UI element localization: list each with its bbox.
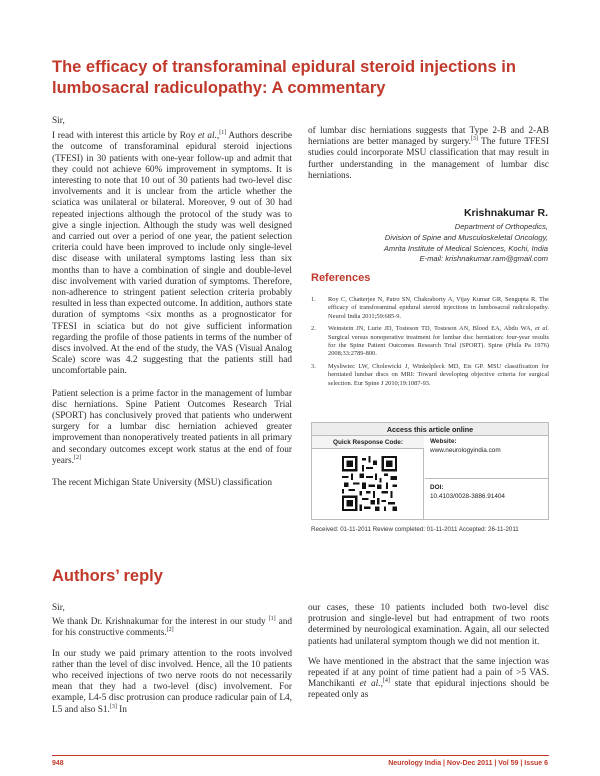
citation[interactable]: [4] [382, 678, 390, 685]
article-link-panel [425, 436, 548, 520]
letter-salutation: Sir, [52, 116, 65, 126]
journal-footer: Neurology India | Nov-Dec 2011 | Vol 59 | Issue 6 [388, 760, 548, 767]
citation[interactable]: [1] [268, 616, 276, 623]
letter-paragraph-1: I read with interest this article by Roy et al.,[1] Authors describe the outcome of transforaminal epidural steroid injections (TFESI) in 30 patients with one-year follow-up and admit that they could not achieve 60% improvement in symptoms. It is interesting to note that 10 out of 30 patients had two-level disc involvements and it is unclear from the article whether the sciatica was unilateral or bilateral. Moreover, 9 out of 30 had repeated injections although the protocol of the study was to give a single injection. Although the study was well designed and carried out over a period of one year, the patient selection criteria could have been improved to include only single-level disc disease with unilateral symptoms lasting less than six months than to have a combination of single and double-level disc involvement with varied duration of symptoms. Therefore, non-adherence to stringent patient selection criteria probably resulted in less than expected outcome. In addition, authors state duration of symptoms <six months as a prognosticator for TFESI in sciatica but do not give sufficient information regarding the profile of those patients in terms of the number of discs involved. At the end of the study, the VAS (Visual Analog Scale) score was 4.2 suggesting that the patients still had uncomfortable pain. [52, 130, 293, 377]
reply-paragraph-1: We thank Dr. Krishnakumar for the interest in our study [1] and for his constructive comments.[2] [52, 616, 292, 639]
authors-reply-heading: Authors’ reply [52, 567, 163, 585]
affiliation-dept: Department of Orthopedics, [454, 222, 548, 231]
letter-right-column [308, 126, 549, 182]
citation[interactable]: [3] [470, 136, 478, 143]
citation[interactable]: [1] [219, 130, 227, 137]
reference-item[interactable]: 3. Mysliwiec LW, Cholewicki J, Winkelpleck MD, Eis GP. MSU classification for herniated lumbar discs on MRI: Toward developing objective criteria for surgical selection. Eur Spine J 2010;19:1087-93. [311, 362, 549, 387]
reply-right-paragraph-1: our cases, these 10 patients included both two-level disc protrusion and single-level but had entrapment of two roots determined by neurological examination. Again, all our selected patients had unilateral symptom though we did not mention it. [308, 603, 549, 647]
access-article-box [311, 422, 549, 520]
letter-paragraph-3-start: The recent Michigan State University (MSU) classification [52, 478, 272, 489]
letter-left-column [52, 116, 292, 489]
received-dates: Received: 01-11-2011 Review completed: 01-11-2011 Accepted: 26-11-2011 [311, 526, 519, 533]
article-title [52, 57, 552, 99]
doi-link[interactable]: 10.4103/0028-3886.91404 [430, 492, 505, 500]
page-number: 948 [52, 760, 64, 767]
article-title-line-1: The efficacy of transforaminal epidural steroid injections in [52, 58, 516, 76]
affiliation-institute: Amrita Institute of Medical Sciences, Kochi, India [383, 243, 548, 253]
reply-left-column [52, 603, 292, 716]
affiliation-division: Division of Spine and Musculoskeletal Oncology, [384, 232, 548, 242]
reply-salutation: Sir, [52, 603, 65, 613]
reply-right-column [308, 603, 549, 702]
author-name: Krishnakumar R. [463, 207, 548, 219]
reference-item[interactable]: 2. Weinstein JN, Lurie JD, Tosteson TD, Tosteson AN, Blood EA, Abdu WA, et al. Surgical versus nonoperative treatment for lumbar disc herniation: four-year results for the Spine Patient Outcomes Research Trial (SPORT). Spine (Phila Pa 1976) 2008;33:2789-800. [311, 325, 549, 358]
access-box-header: Access this article online [312, 423, 548, 436]
reply-right-paragraph-2: We have mentioned in the abstract that the same injection was repeated if at any point of time patient had a pain of >5 VAS. Manchikanti et al.,[4] state that epidural injections should be repeated only as [308, 656, 550, 701]
citation[interactable]: [2] [166, 627, 174, 634]
article-title-line-2: lumbosacral radiculopathy: A commentary [52, 79, 386, 97]
citation[interactable]: [3] [109, 703, 117, 710]
author-affiliation [298, 222, 548, 265]
references-list [311, 296, 549, 392]
reference-item[interactable]: 1. Roy C, Chatterjee N, Patro SN, Chakraborty A, Vijay Kumar GR, Sengupta R. The efficacy of transforaminal epidural steroid injections in lumbosacral radiculopathy. Neurol India 2011;59:685-9. [311, 296, 549, 320]
footer-rule [52, 755, 549, 756]
author-email[interactable]: E-mail: krishnakumar.ram@gmail.com [419, 254, 548, 264]
qr-panel [312, 436, 424, 520]
citation[interactable]: [2] [73, 454, 81, 461]
website-link[interactable]: www.neurologyindia.com [430, 446, 501, 454]
qr-label: Quick Response Code: [312, 436, 424, 449]
references-heading: References [311, 272, 371, 284]
qr-code-icon[interactable] [342, 456, 397, 511]
letter-paragraph-2: Patient selection is a prime factor in the management of lumbar disc herniations. Spine Patient Outcomes Research Trial (SPORT) has conclusively proved that patients who underwent surgery for a lumbar disc herniation achieved greater improvement than nonoperatively treated patients in all primary and secondary outcomes except work status at the end of four years.[2] [52, 388, 292, 466]
reply-paragraph-2: In our study we paid primary attention to the roots involved rather than the level of disc involved. Hence, all the 10 patients who received injections of two nerve roots do not necessarily mean that they had a two-level (disc) involvement. For example, L4-5 disc protrusion can produce radicular pain of L4, L5 and also S1.[3] In [52, 648, 292, 715]
website-label: Website: [430, 438, 457, 445]
doi-label: DOI: [430, 484, 444, 491]
letter-paragraph-3-cont: of lumbar disc herniations suggests that Type 2-B and 2-AB herniations are better managed by surgery.[3] The future TFESI studies could incorporate MSU classification that may result in further understanding in the management of lumbar disc herniations. [308, 126, 549, 181]
